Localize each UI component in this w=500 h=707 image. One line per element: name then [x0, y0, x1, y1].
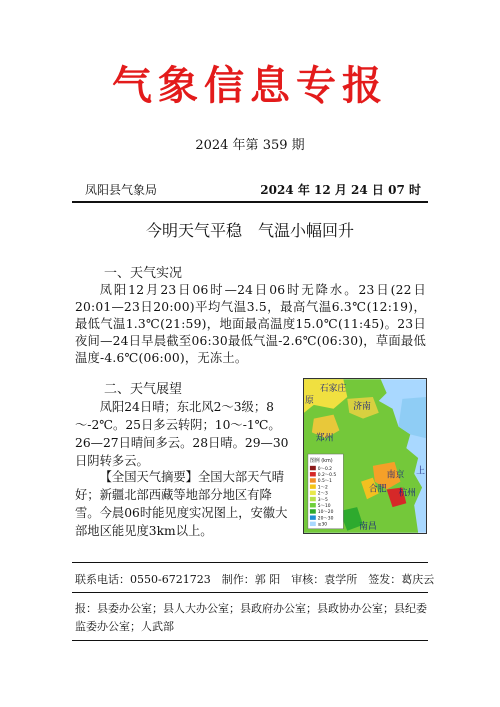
legend-swatch — [310, 497, 316, 501]
map-city-label: 原 — [304, 395, 314, 406]
legend-swatch — [310, 466, 316, 470]
headline: 今明天气平稳 气温小幅回升 — [145, 221, 354, 240]
map-legend — [308, 454, 343, 529]
legend-swatch — [310, 503, 316, 507]
issuing-organization: 凤阳县气象局 — [85, 183, 158, 197]
map-city-label: 南昌 — [359, 521, 377, 532]
section-heading-outlook: 二、天气展望 — [104, 382, 183, 397]
forecast-text: 凤阳24日晴；东北风2～3级；8～-2℃。25日多云转阴；10～-1℃。26—27日晴间多云。28日晴。29—30日阴转多云。 — [75, 400, 289, 468]
legend-label: ≥30 — [317, 522, 328, 528]
footer-divider-middle — [72, 592, 428, 593]
legend-label: 1～2 — [317, 485, 328, 491]
issue-number: 2024 年第 359 期 — [195, 138, 305, 153]
legend-title: 图例 (km) — [309, 457, 333, 464]
legend-label: 5～10 — [317, 503, 331, 509]
legend-label: 2～3 — [317, 491, 328, 497]
map-city-label: 上 — [416, 466, 426, 477]
issue-date: 2024 年 12 月 24 日 07 时 — [260, 183, 421, 197]
legend-label: 3～5 — [317, 497, 328, 503]
legend-swatch — [310, 515, 316, 519]
distribution-list: 报：县委办公室；县人大办公室；县政府办公室；县政协办公室；县纪委监委办公室；人武部 — [75, 602, 427, 633]
legend-label: 10～20 — [317, 510, 334, 516]
legend-label: 0.5～1 — [317, 479, 332, 485]
legend-label: 20～30 — [317, 516, 334, 522]
legend-label: 0～0.2 — [317, 466, 332, 472]
map-city-label: 郑州 — [315, 433, 334, 444]
legend-swatch — [310, 522, 316, 526]
masthead-title: 气象信息专报 — [112, 63, 388, 109]
footer-divider-top — [72, 562, 428, 563]
contact-line: 联系电话：0550-6721723 制作：郭 阳 审核：袁学所 签发：葛庆云 — [75, 573, 435, 586]
section-heading-observations: 一、天气实况 — [104, 266, 183, 281]
footer-divider-bottom — [72, 640, 428, 641]
header-divider — [72, 201, 428, 203]
legend-swatch — [310, 491, 316, 495]
map-city-label: 石家庄 — [319, 384, 347, 395]
legend-swatch — [310, 478, 316, 482]
legend-swatch — [310, 472, 316, 476]
map-city-label: 杭州 — [398, 488, 417, 499]
map-city-label: 济南 — [353, 401, 371, 412]
map-city-label: 合肥 — [368, 484, 387, 495]
national-summary-text: 【全国天气摘要】全国大部天气晴好；新疆北部西藏等地部分地区有降雪。今晨06时能见度实况图上，安徽大部地区能见度3km以上。 — [75, 470, 288, 538]
legend-swatch — [310, 484, 316, 488]
observations-text: 凤阳12月23日06时—24日06时无降水。23日(22日20:01—23日20:00)平均气温3.5，最高气温6.3℃(12:19)，最低气温1.3℃(21:59)，地面最高温度15.0℃(11:45)。23日夜间—24日早晨截至06:30最低气温-2.6℃(06:30)，草面最低温度-4.6℃(06:00)，无冻土。 — [75, 283, 426, 365]
legend-label: 0.2～0.5 — [317, 472, 337, 478]
legend-swatch — [310, 509, 316, 513]
meta-row — [85, 181, 421, 197]
visibility-map — [303, 378, 427, 534]
map-city-label: 南京 — [386, 470, 405, 481]
